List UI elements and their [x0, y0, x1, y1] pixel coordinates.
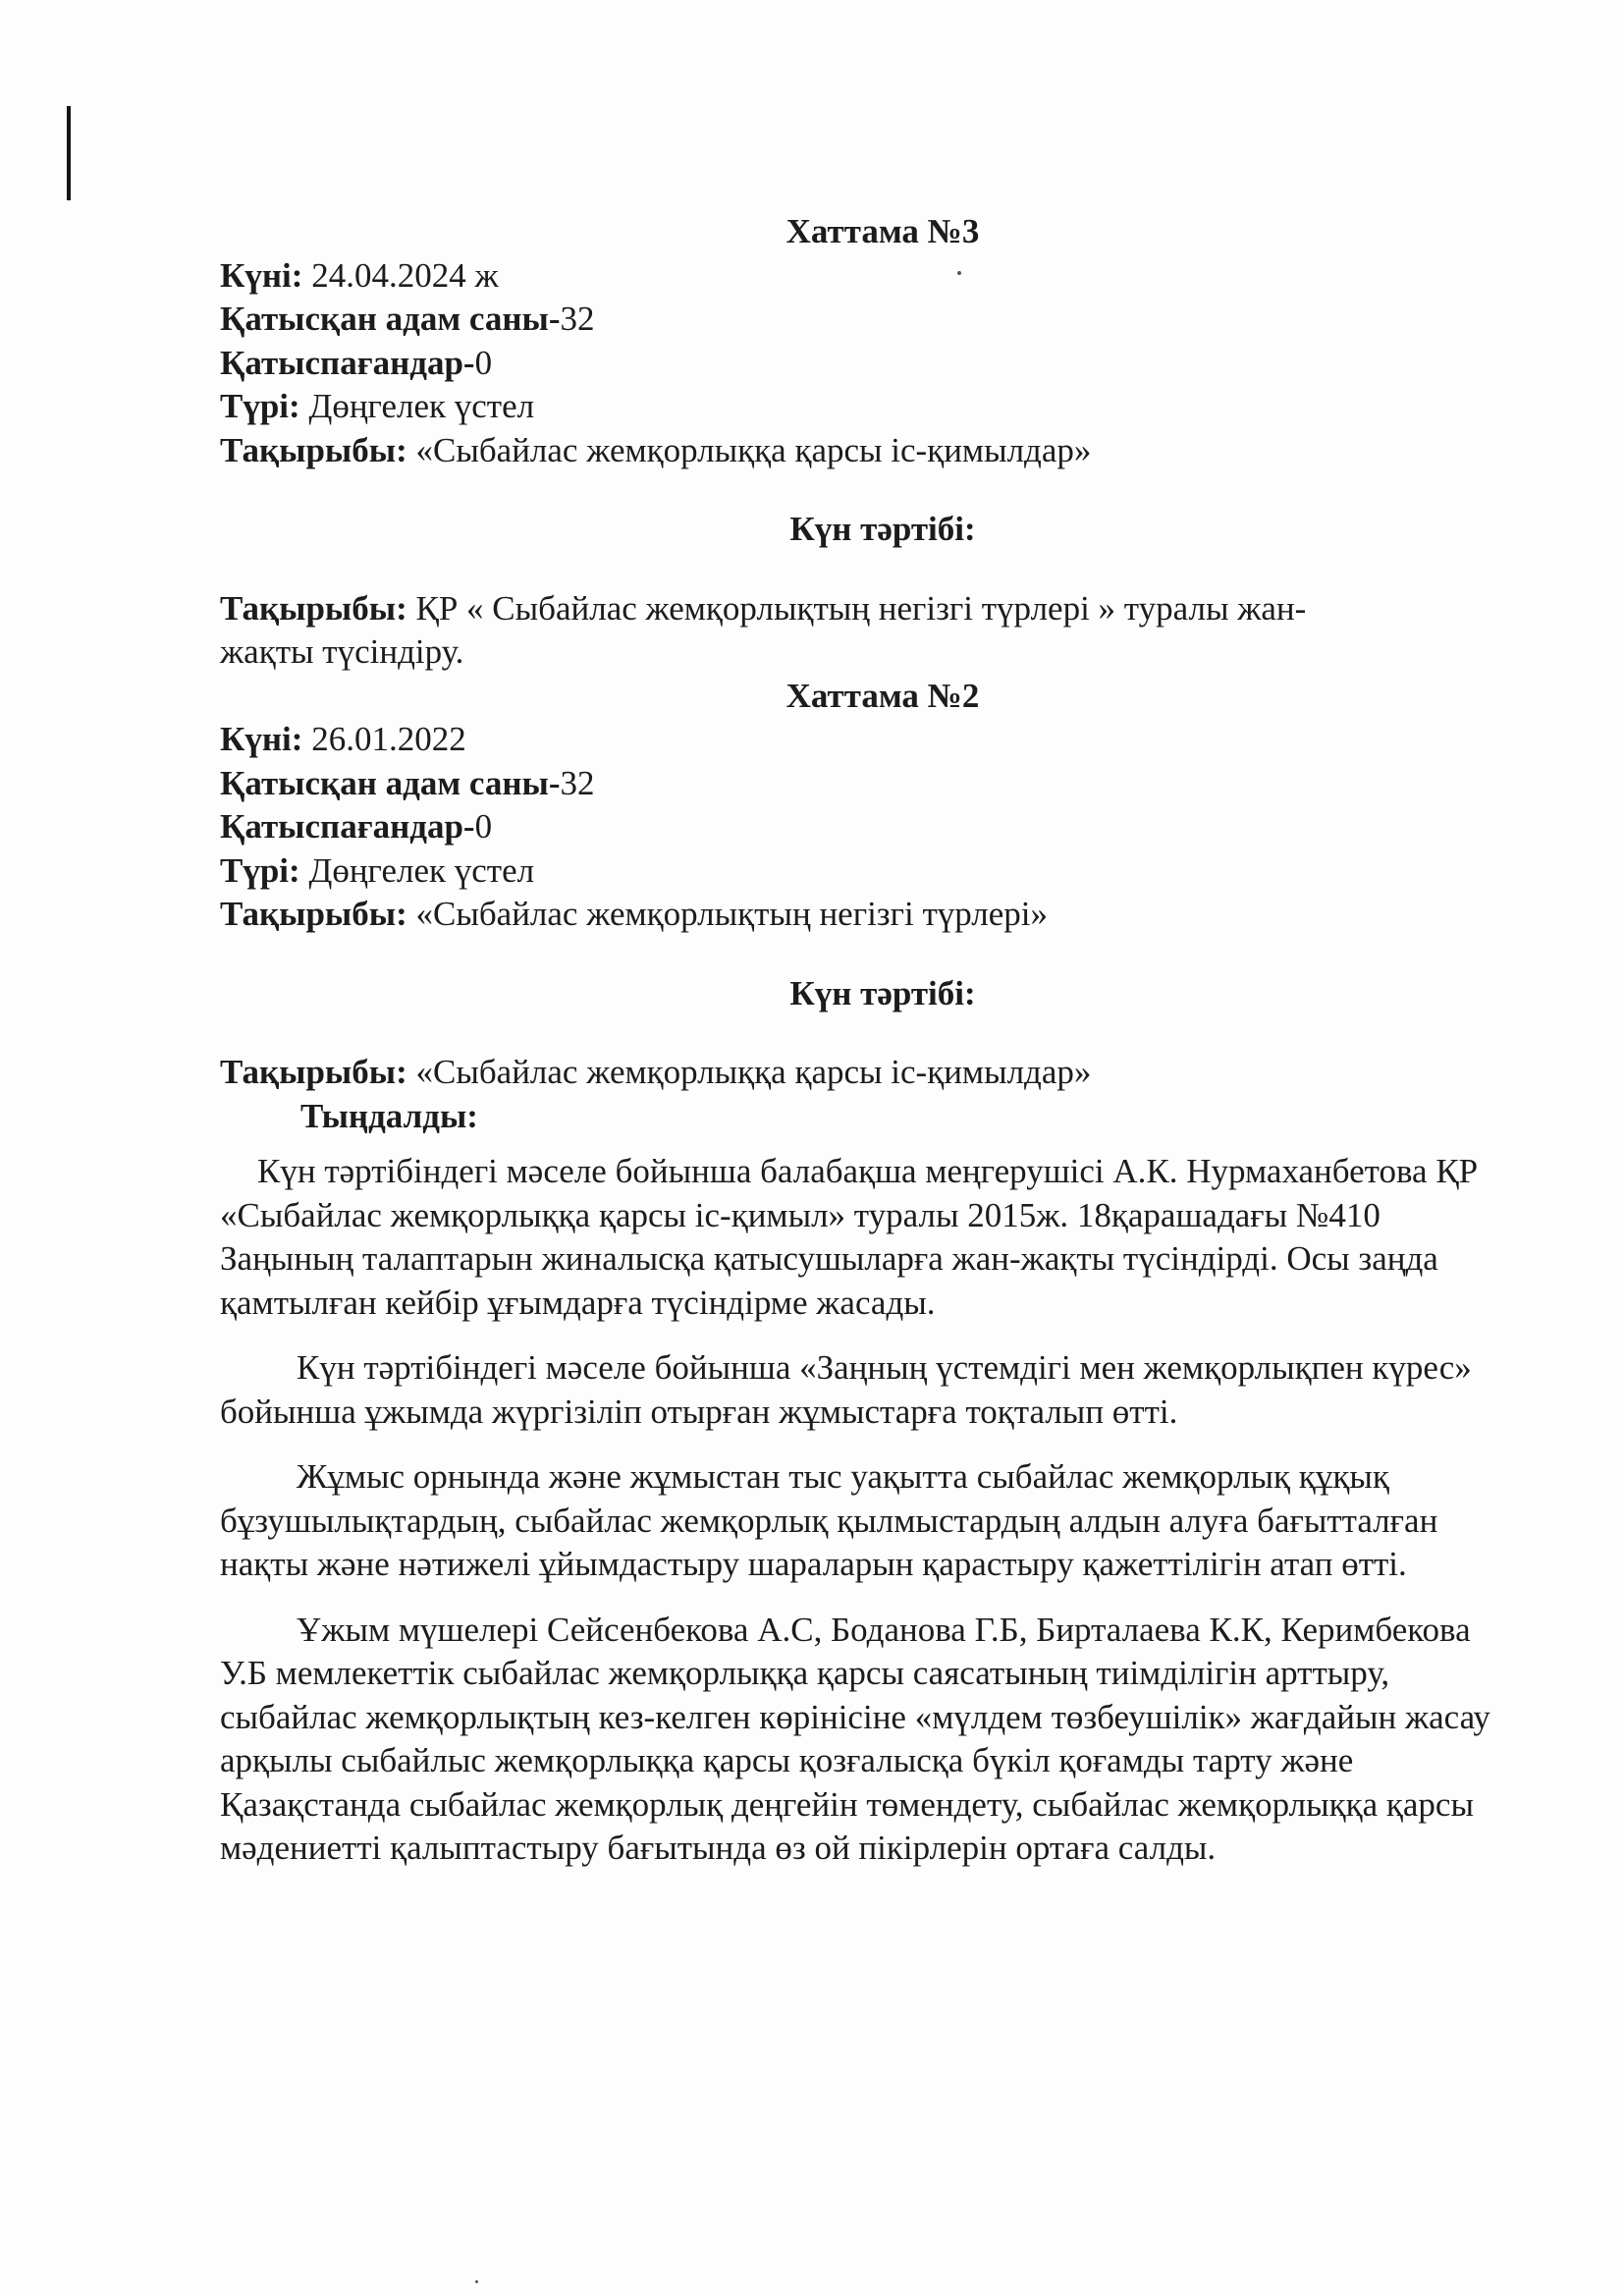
minutes-paragraph: Күн тәртібіндегі мәселе бойынша балабақша меңгерушісі А.К. Нурмаханбетова ҚР «Сыбайлас жемқорлыққа қарсы іс-қимыл» туралы 2015ж. 18қарашадағы №410 Заңының талаптарын жиналысқа қатысушыларға жан-жақты түсіндірді. Осы заңда қамтылған кейбір ұғымдарға түсіндірме жасады.: [220, 1152, 1479, 1322]
protocol-3-absent: [220, 342, 1496, 386]
topic-value: «Сыбайлас жемқорлықтың негізгі түрлері»: [406, 895, 1049, 933]
agenda-topic-label: Тақырыбы:: [220, 1053, 407, 1091]
protocol-3: [220, 210, 1496, 675]
date-value: 24.04.2024 ж: [302, 255, 499, 295]
scan-speck: [475, 2280, 478, 2283]
heard-label: Тыңдалды:: [300, 1096, 478, 1135]
absent-value: 0: [474, 343, 493, 382]
protocol-2-present: [220, 762, 1496, 806]
protocol-3-type: [220, 385, 1496, 429]
minutes-paragraph: Күн тәртібіндегі мәселе бойынша «Заңның үстемдігі мен жемқорлықпен күрес» бойынша ұжымда жүргізіліп отырған жұмыстарға тоқталып өтті.: [220, 1348, 1472, 1431]
present-value: 32: [560, 300, 595, 338]
present-label: Қатысқан адам саны-: [220, 300, 561, 338]
protocol-2-type: [220, 849, 1496, 894]
protocol-document: [220, 210, 1496, 1871]
minutes-paragraph: Ұжым мүшелері Сейсенбекова А.С, Боданова Г.Б, Бирталаева К.К, Керимбекова У.Б мемлекеттік сыбайлас жемқорлыққа қарсы саясатының тиімділігін арттыру, сыбайлас жемқорлықтың кез-келген көрінісіне «мүлдем төзбеушілік» жағдайын жасау арқылы сыбайлыс жемқорлыққа қарсы қозғалысқа бүкіл қоғамды тарту және Қазақстанда сыбайлас жемқорлық деңгейін төмендету, сыбайлас жемқорлыққа қарсы мәдениетті қалыптастыру бағытында өз ой пікірлерін ортаға салды.: [220, 1610, 1490, 1867]
topic-label: Тақырыбы:: [220, 895, 407, 933]
protocol-2-absent: [220, 805, 1496, 849]
absent-value: 0: [474, 807, 493, 846]
protocol-3-topic: [220, 429, 1496, 473]
protocol-2-agenda-topic: [220, 1051, 1496, 1095]
minutes-paragraph: Жұмыс орнында және жұмыстан тыс уақытта сыбайлас жемқорлық құқық бұзушылықтардың, сыбайлас жемқорлық қылмыстардың алдын алуға бағытталған нақты және нәтижелі ұйымдастыру шараларын қарастыру қажеттілігін атап өтті.: [220, 1457, 1438, 1583]
protocol-2-topic: [220, 893, 1496, 937]
topic-value: «Сыбайлас жемқорлыққа қарсы іс-қимылдар»: [406, 430, 1092, 469]
type-value: Дөңгелек үстел: [299, 850, 535, 890]
protocol-2: [220, 675, 1496, 1871]
date-label: Күні:: [220, 255, 303, 295]
present-label: Қатысқан адам саны-: [220, 763, 561, 802]
protocol-3-present: [220, 298, 1496, 342]
type-label: Түрі:: [220, 850, 300, 890]
absent-label: Қатыспағандар-: [220, 343, 475, 382]
absent-label: Қатыспағандар-: [220, 807, 475, 846]
present-value: 32: [560, 763, 595, 802]
date-label: Күні:: [220, 720, 303, 758]
agenda-topic-label: Тақырыбы:: [220, 588, 407, 628]
protocol-3-agenda-heading: Күн тәртібі:: [789, 510, 976, 548]
protocol-3-title: Хаттама №3: [785, 212, 980, 250]
agenda-topic-value: «Сыбайлас жемқорлыққа қарсы іс-қимылдар»: [406, 1053, 1092, 1091]
type-value: Дөңгелек үстел: [299, 387, 535, 425]
protocol-3-agenda-topic-cont: жақты түсіндіру.: [220, 632, 464, 671]
margin-pen-mark: [67, 106, 71, 200]
protocol-2-date: [220, 718, 1496, 762]
type-label: Түрі:: [220, 387, 300, 425]
agenda-topic-value: ҚР « Сыбайлас жемқорлықтың негізгі түрлері » туралы жан-: [406, 588, 1307, 628]
protocol-3-agenda-topic: [220, 587, 1496, 631]
protocol-3-date: [220, 254, 1496, 299]
date-value: 26.01.2022: [302, 720, 466, 758]
protocol-2-title: Хаттама №2: [785, 676, 980, 715]
minutes-body: [220, 1150, 1496, 1871]
topic-label: Тақырыбы:: [220, 430, 407, 469]
protocol-2-agenda-heading: Күн тәртібі:: [789, 973, 976, 1012]
